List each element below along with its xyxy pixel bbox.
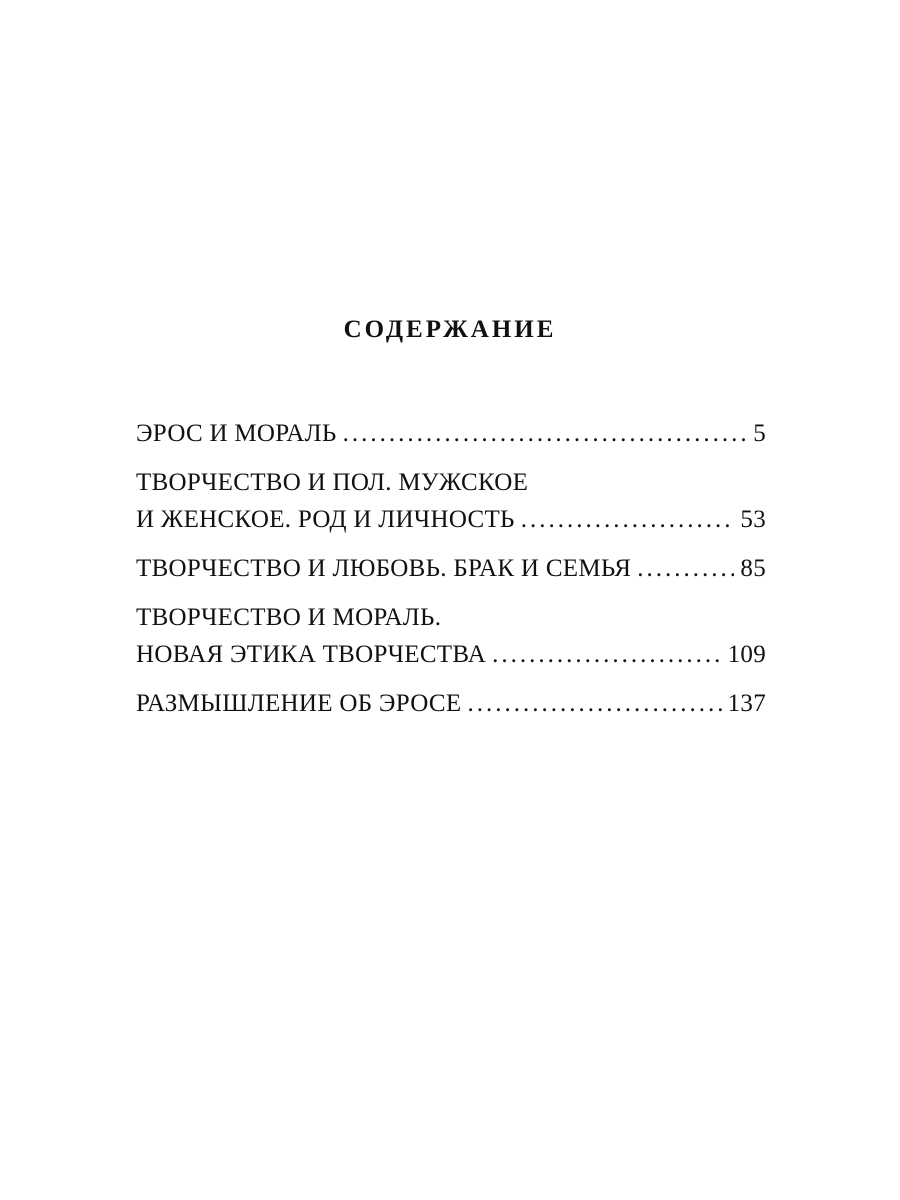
toc-entry-title: ТВОРЧЕСТВО И МОРАЛЬ. [136,604,442,631]
toc-entry-title: ТВОРЧЕСТВО И ЛЮБОВЬ. БРАК И СЕМЬЯ [136,555,632,582]
toc-entry-line [136,685,766,722]
toc-entry-creativity-and-morality [136,599,766,673]
toc-entry-title: РАЗМЫШЛЕНИЕ ОБ ЭРОСЕ [136,690,462,717]
toc-entry-creativity-and-sex [136,464,766,538]
toc-page-number: 137 [727,690,766,717]
toc-entry-title: ТВОРЧЕСТВО И ПОЛ. МУЖСКОЕ [136,469,529,496]
toc-entry-title-continued: И ЖЕНСКОЕ. РОД И ЛИЧНОСТЬ [136,506,515,533]
toc-entry-line [136,550,766,587]
table-of-contents [136,415,766,722]
toc-page-number: 85 [740,555,766,582]
dot-leader [343,415,748,452]
toc-entry-line [136,415,766,452]
toc-entry-line [136,501,766,538]
toc-entry-eros-and-morality [136,415,766,452]
dot-leader [467,685,721,722]
toc-page-number: 53 [740,506,766,533]
dot-leader [492,636,721,673]
dot-leader [521,501,735,538]
toc-page-number: 109 [727,641,766,668]
toc-entry-line [136,636,766,673]
toc-entry-title: ЭРОС И МОРАЛЬ [136,420,337,447]
toc-entry-title-continued: НОВАЯ ЭТИКА ТВОРЧЕСТВА [136,641,487,668]
toc-page-number: 5 [753,420,766,447]
dot-leader [637,550,734,587]
toc-entry-creativity-and-love [136,550,766,587]
toc-entry-reflection-on-eros [136,685,766,722]
page-title: СОДЕРЖАНИЕ [343,316,557,343]
